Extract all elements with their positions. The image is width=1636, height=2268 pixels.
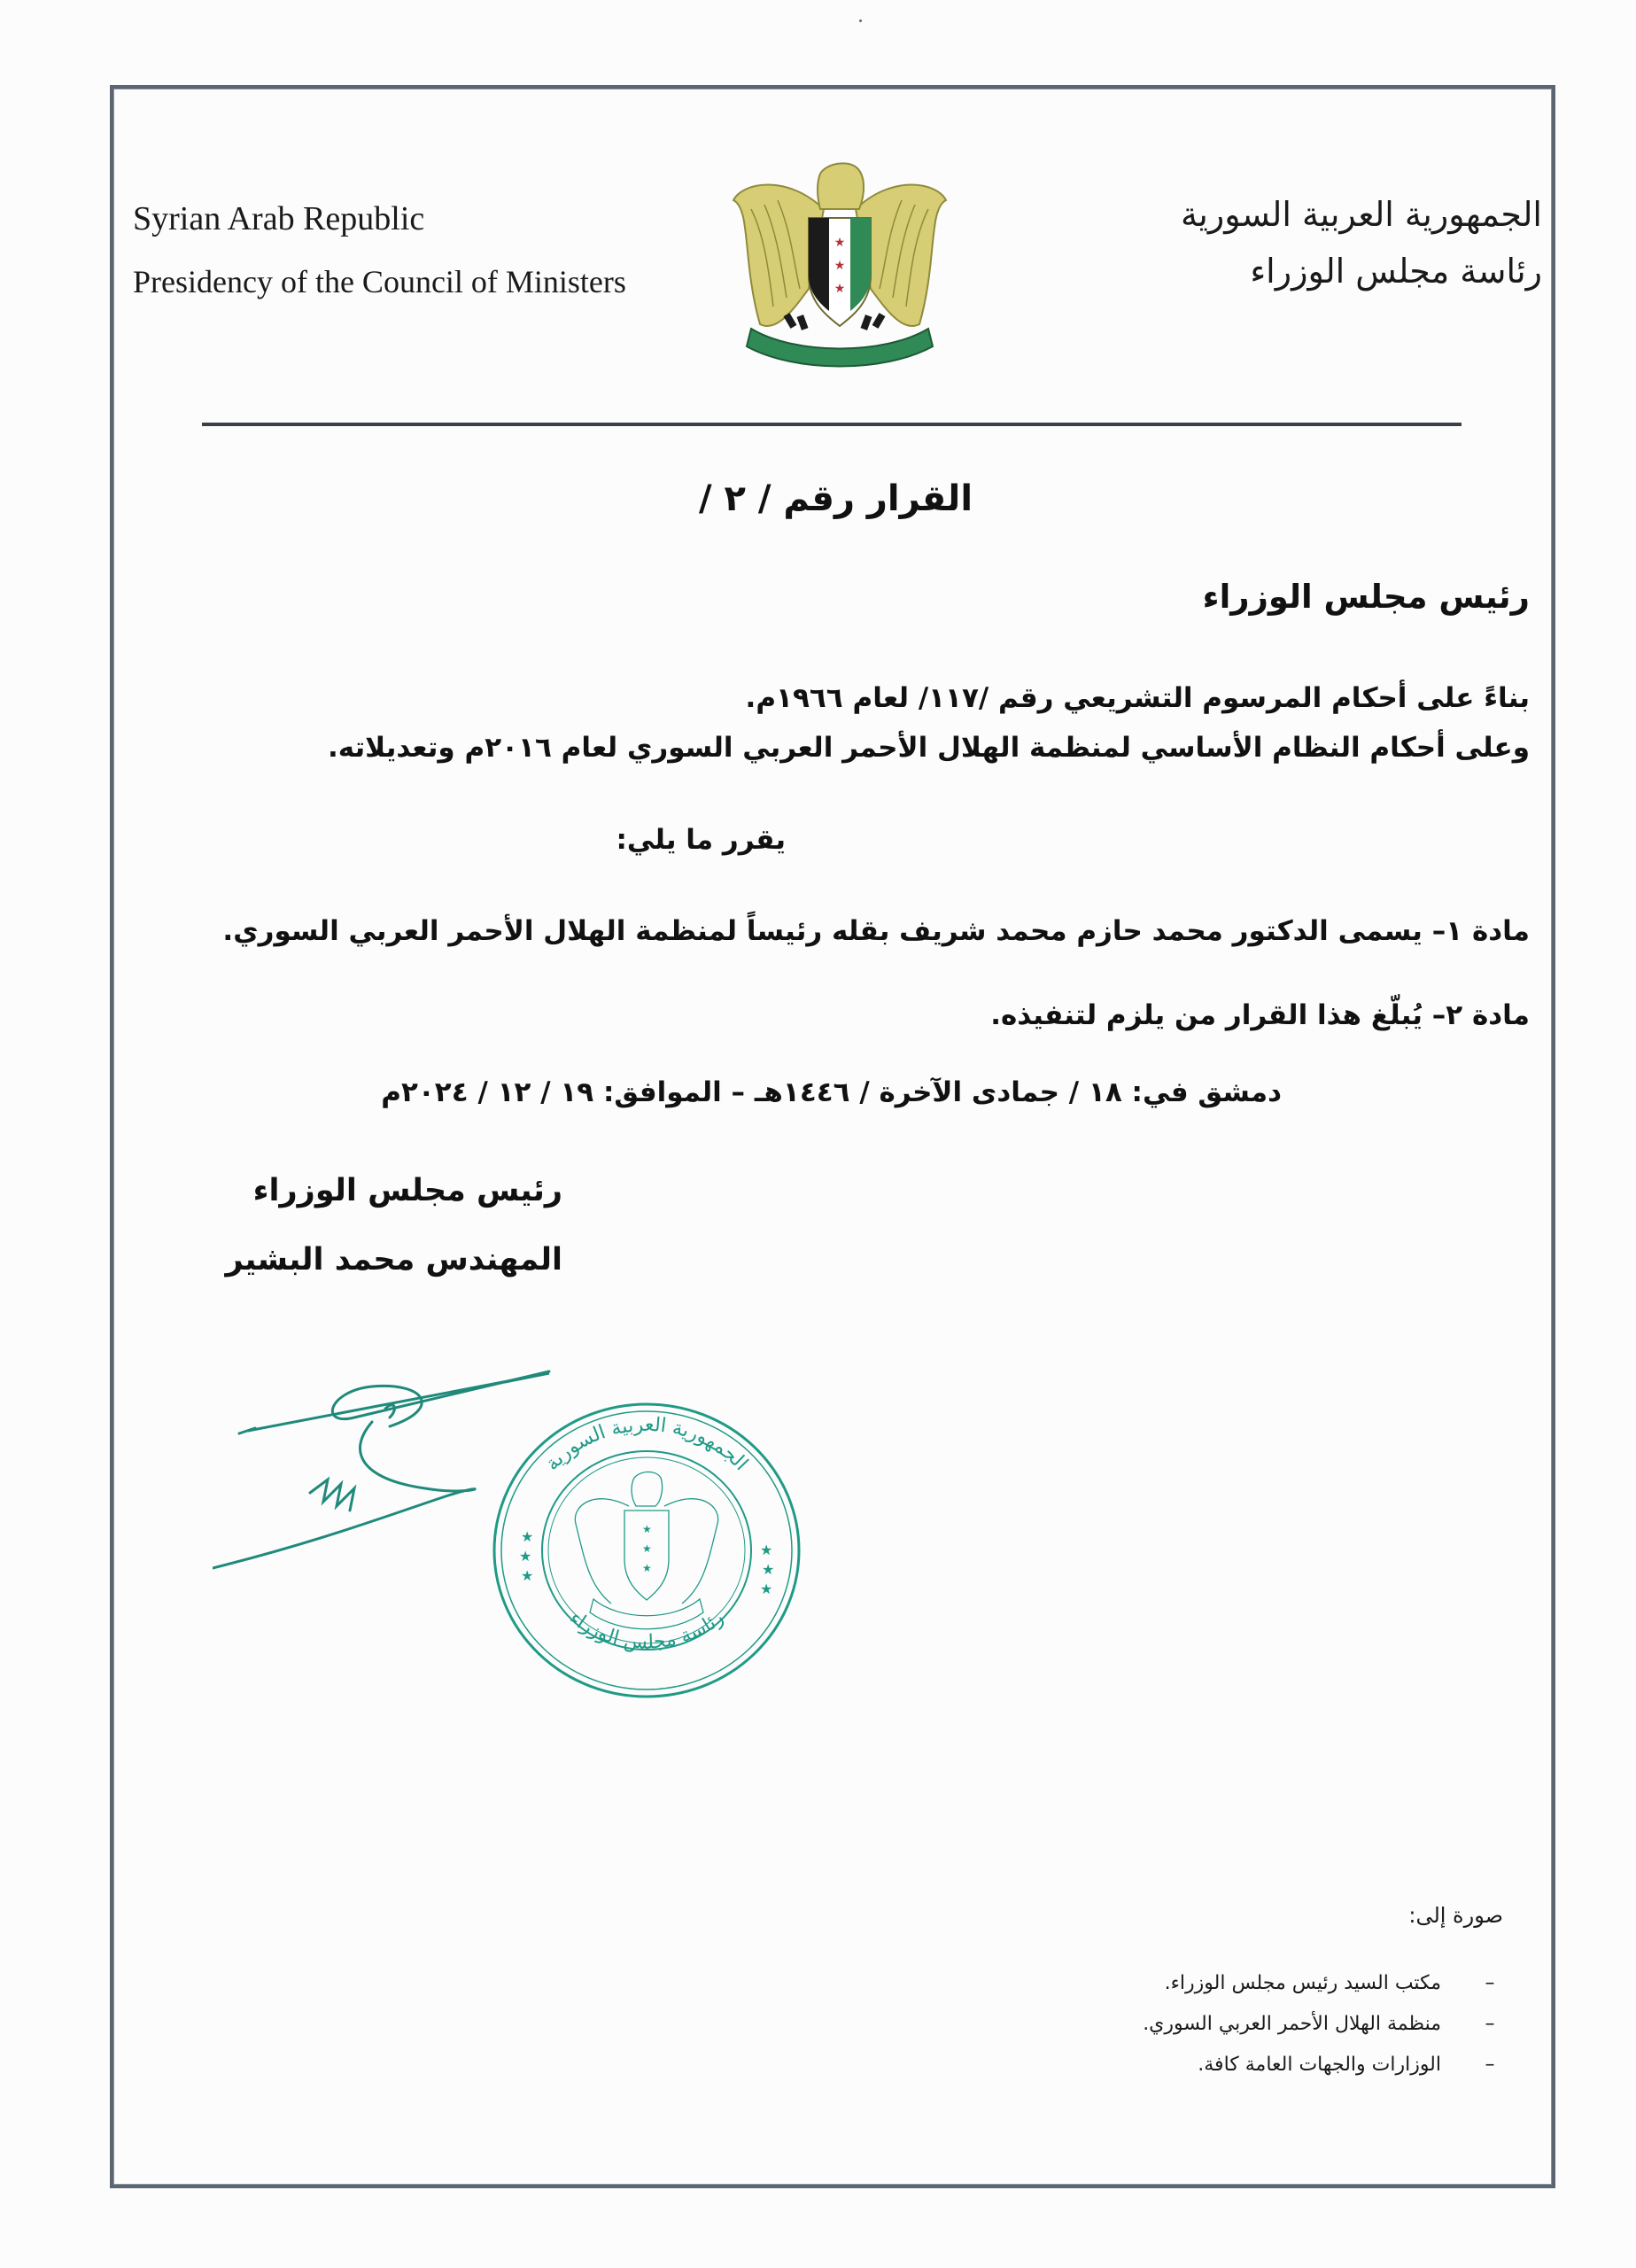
article-1: مادة ١– يسمى الدكتور محمد حازم محمد شريف بقله رئيساً لمنظمة الهلال الأحمر العربي السوري. — [222, 915, 1530, 947]
emblem-ribbon — [747, 329, 933, 367]
copy-recipient — [1143, 2013, 1503, 2035]
seal-shield-stars-icon — [642, 1523, 652, 1574]
decision-issuer: رئيس مجلس الوزراء — [1202, 578, 1530, 616]
bullet-dash-icon: – — [1485, 2013, 1495, 2035]
header-english — [133, 202, 626, 298]
seal-bottom-text: رئاسة مجلس الوزراء — [565, 1606, 728, 1655]
copy-recipient — [1165, 1972, 1503, 1994]
svg-text:★: ★ — [521, 1567, 534, 1584]
page-border-frame — [110, 85, 1555, 2188]
svg-text:★: ★ — [521, 1528, 534, 1545]
copy-recipient-text: مكتب السيد رئيس مجلس الوزراء. — [1164, 1972, 1441, 1994]
svg-text:★: ★ — [760, 1542, 773, 1558]
header-english-country: Syrian Arab Republic — [133, 200, 425, 237]
bullet-dash-icon: – — [1485, 1972, 1495, 1994]
preamble-line: بناءً على أحكام المرسوم التشريعي رقم /١١٧/ لعام ١٩٦٦م. — [745, 682, 1530, 714]
svg-text:★: ★ — [760, 1581, 773, 1597]
official-seal — [487, 1391, 806, 1710]
signatory-title: رئيس مجلس الوزراء — [252, 1173, 562, 1208]
bullet-dash-icon: – — [1485, 2054, 1495, 2076]
copy-recipient-text: الوزارات والجهات العامة كافة. — [1198, 2054, 1441, 2076]
article-2: مادة ٢– يُبلّغ هذا القرار من يلزم لتنفيذه. — [990, 999, 1530, 1031]
decides-heading: يقرر ما يلي: — [616, 824, 786, 856]
header-arabic-office: رئاسة مجلس الوزراء — [1250, 251, 1542, 291]
svg-text:★: ★ — [762, 1561, 775, 1578]
copy-recipient-text: منظمة الهلال الأحمر العربي السوري. — [1143, 2013, 1441, 2035]
seal-top-text: الجمهورية العربية السورية — [541, 1413, 753, 1476]
svg-text:★: ★ — [642, 1542, 652, 1555]
header-arabic — [1181, 197, 1542, 291]
svg-text:★: ★ — [834, 236, 846, 250]
svg-text:★: ★ — [642, 1562, 652, 1574]
copy-recipient — [1198, 2054, 1503, 2076]
svg-text:★: ★ — [834, 282, 846, 296]
signatory-name: المهندس محمد البشير — [225, 1242, 562, 1278]
svg-text:★: ★ — [519, 1548, 532, 1565]
eagle-head — [818, 163, 864, 209]
header-arabic-country: الجمهورية العربية السورية — [1180, 195, 1542, 234]
preamble-line: وعلى أحكام النظام الأساسي لمنظمة الهلال الأحمر العربي السوري لعام ٢٠١٦م وتعديلاته. — [327, 732, 1530, 764]
flag-shield — [809, 218, 871, 326]
header-divider — [202, 423, 1462, 426]
copies-heading: صورة إلى: — [1408, 1903, 1503, 1928]
svg-text:★: ★ — [834, 259, 846, 273]
syrian-eagle-emblem-icon — [725, 156, 955, 369]
scan-speck — [859, 19, 862, 22]
header-english-office: Presidency of the Council of Ministers — [133, 264, 626, 299]
svg-text:★: ★ — [642, 1523, 652, 1535]
issue-date: دمشق في: ١٨ / جمادى الآخرة / ١٤٤٦هـ – الموافق: ١٩ / ١٢ / ٢٠٢٤م — [381, 1076, 1282, 1108]
decision-title: القرار رقم / ٢ / — [698, 478, 973, 519]
